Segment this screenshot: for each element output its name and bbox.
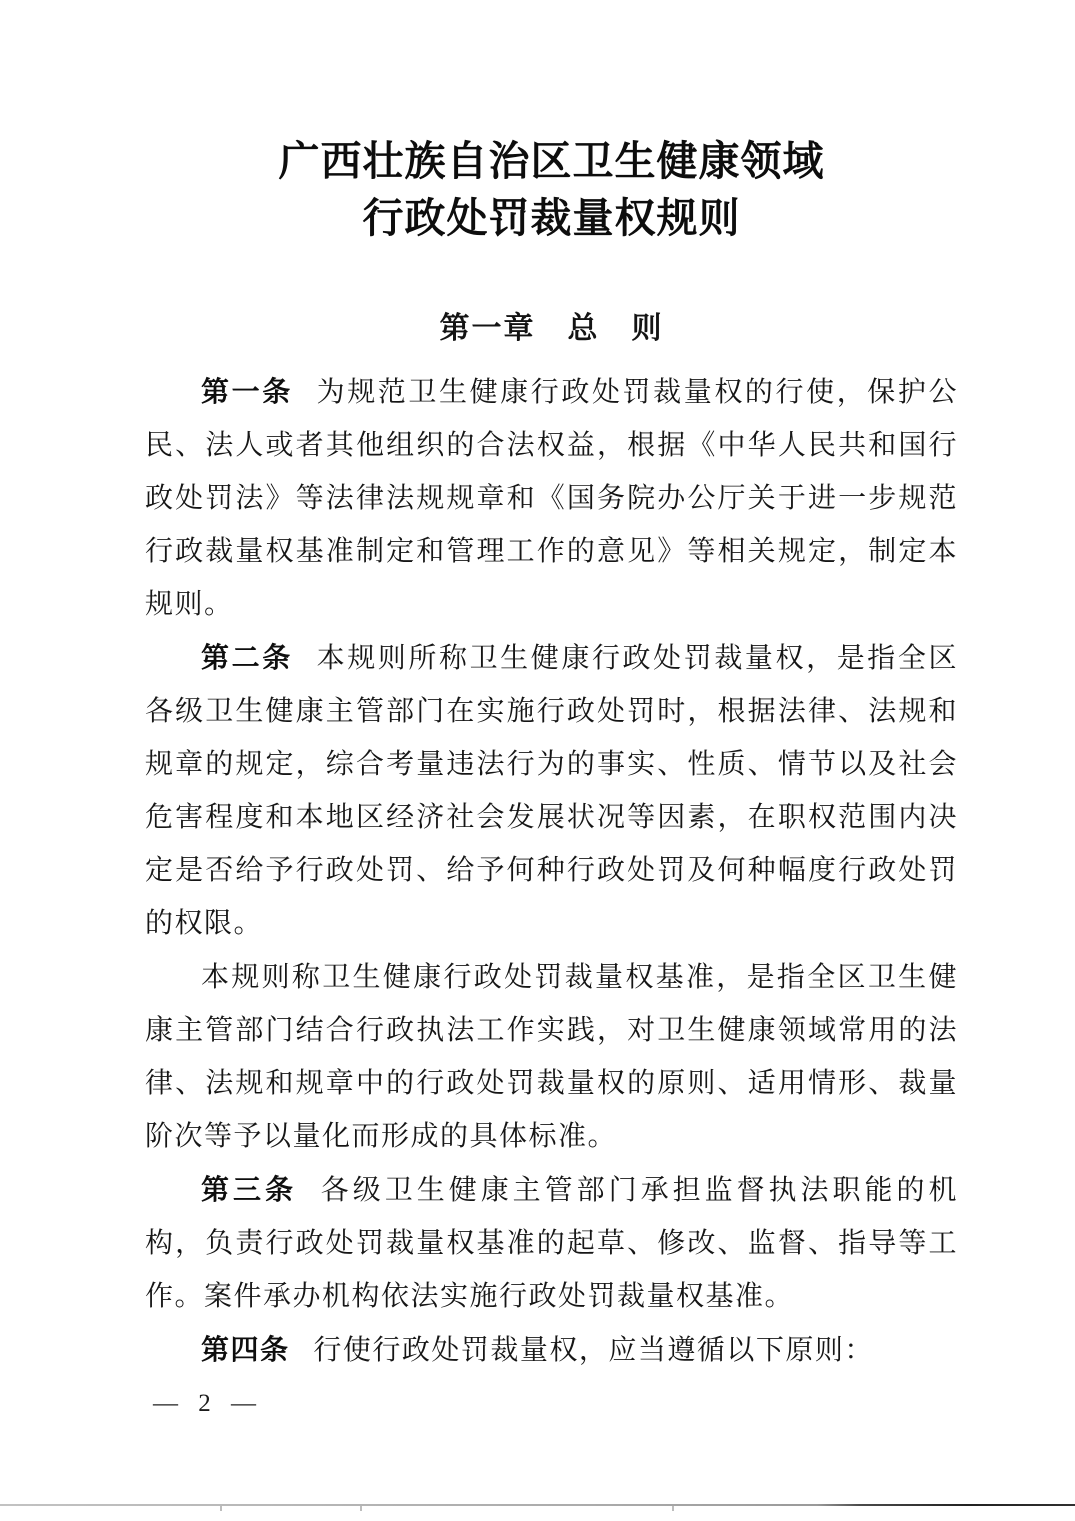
article-1-text: 为规范卫生健康行政处罚裁量权的行使，保护公民、法人或者其他组织的合法权益，根据《中华人民共和国行政处罚法》等法律法规规章和《国务院办公厅关于进一步规范行政裁量权基准制定和管理工作的意见》等相关规定，制定本规则。 <box>145 377 958 620</box>
scan-artifact-tick <box>672 1506 674 1511</box>
scan-artifact-tick <box>220 1506 222 1511</box>
document-content <box>145 0 958 1377</box>
document-title <box>145 0 958 247</box>
page-number: — 2 — <box>153 1390 263 1417</box>
article-2-continuation-paragraph <box>145 950 958 1163</box>
article-1-paragraph <box>145 365 958 631</box>
chapter-heading: 第一章 总 则 <box>439 312 664 345</box>
article-3-paragraph <box>145 1163 958 1323</box>
title-line-1: 广西壮族自治区卫生健康领域 <box>278 138 825 184</box>
article-1-lead: 第一条 <box>201 376 293 407</box>
article-2-paragraph <box>145 631 958 950</box>
scan-artifact-line <box>0 1504 1075 1506</box>
article-3-lead: 第三条 <box>201 1174 297 1205</box>
document-body <box>145 365 958 1377</box>
article-2-continuation-text: 本规则称卫生健康行政处罚裁量权基准，是指全区卫生健康主管部门结合行政执法工作实践，对卫生健康领域常用的法律、法规和规章中的行政处罚裁量权的原则、适用情形、裁量阶次等予以量化而形成的具体标准。 <box>145 962 958 1152</box>
article-2-lead: 第二条 <box>201 642 293 673</box>
article-4-lead: 第四条 <box>201 1334 290 1365</box>
article-3-text: 各级卫生健康主管部门承担监督执法职能的机构，负责行政处罚裁量权基准的起草、修改、监督、指导等工作。案件承办机构依法实施行政处罚裁量权基准。 <box>145 1175 958 1312</box>
title-line-2: 行政处罚裁量权规则 <box>362 195 741 241</box>
article-4-paragraph <box>145 1323 958 1377</box>
article-2-text: 本规则所称卫生健康行政处罚裁量权，是指全区各级卫生健康主管部门在实施行政处罚时，根据法律、法规和规章的规定，综合考量违法行为的事实、性质、情节以及社会危害程度和本地区经济社会发展状况等因素，在职权范围内决定是否给予行政处罚、给予何种行政处罚及何种幅度行政处罚的权限。 <box>145 643 958 939</box>
article-4-text: 行使行政处罚裁量权，应当遵循以下原则： <box>313 1335 874 1366</box>
scan-artifact-tick <box>360 1506 362 1511</box>
